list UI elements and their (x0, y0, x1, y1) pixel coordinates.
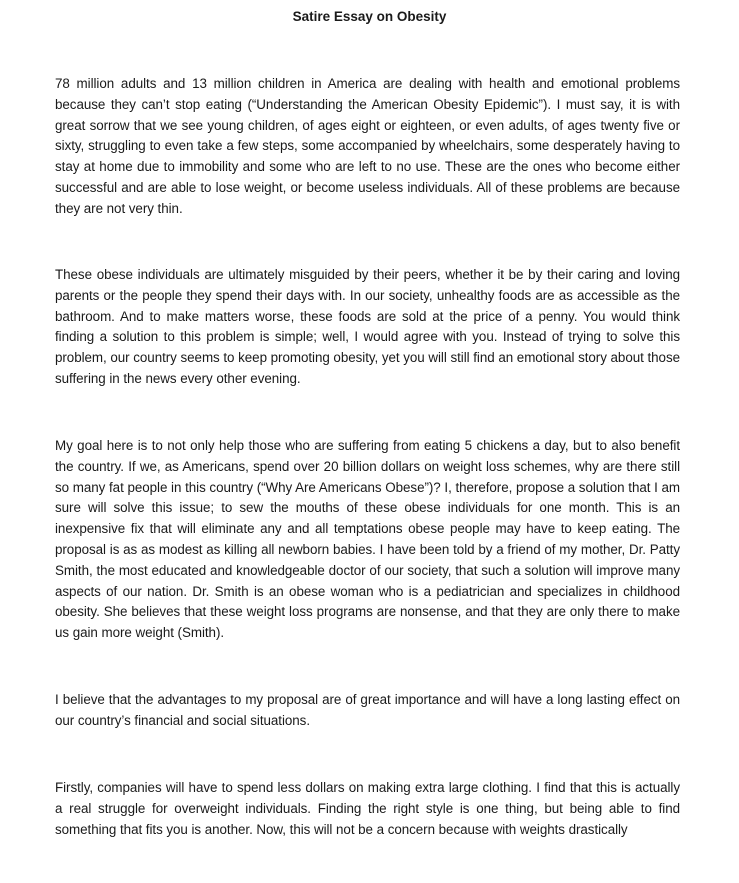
paragraph-advantages: I believe that the advantages to my proposal are of great importance and will have a long lasting effect on our country’s financial and social situations. (55, 692, 680, 728)
essay-title: Satire Essay on Obesity (292, 9, 447, 24)
paragraph-firstly: Firstly, companies will have to spend less dollars on making extra large clothing. I find that this is actually a real struggle for overweight individuals. Finding the right style is one thing, but being able to find something that fits you is another. Now, this will not be a concern because with weights drastically (55, 780, 680, 837)
paragraph-intro: 78 million adults and 13 million children in America are dealing with health and emotional problems because they can’t stop eating (“Understanding the American Obesity Epidemic”). I must say, it is with great sorrow that we see young children, of ages eight or eighteen, or even adults, of ages twenty five or sixty, struggling to even take a few steps, some accompanied by wheelchairs, some desperately having to stay at home due to immobility and some who are left to no use. These are the ones who become either successful and are able to lose weight, or become useless individuals. All of these problems are because they are not very thin. (55, 76, 680, 216)
paragraph-proposal: My goal here is to not only help those who are suffering from eating 5 chickens a day, but to also benefit the country. If we, as Americans, spend over 20 billion dollars on weight loss schemes, why are there still so many fat people in this country (“Why Are Americans Obese”)? I, therefore, propose a solution that I am sure will solve this issue; to sew the mouths of these obese individuals for one month. This is an inexpensive fix that will eliminate any and all temptations obese people may have to keep eating. The proposal is as as modest as killing all newborn babies. I have been told by a friend of my mother, Dr. Patty Smith, the most educated and knowledgeable doctor of our society, that such a solution will improve many aspects of our nation. Dr. Smith is an obese woman who is a pediatrician and specializes in childhood obesity. She believes that these weight loss programs are nonsense, and that they are only there to make us gain more weight (Smith). (55, 438, 680, 641)
paragraph-peers: These obese individuals are ultimately misguided by their peers, whether it be by their caring and loving parents or the people they spend their days with. In our society, unhealthy foods are as accessible as the bathroom. And to make matters worse, these foods are sold at the price of a penny. You would think finding a solution to this problem is simple; well, I would agree with you. Instead of trying to solve this problem, our country seems to keep promoting obesity, yet you will still find an emotional story about those suffering in the news every other evening. (55, 267, 680, 386)
